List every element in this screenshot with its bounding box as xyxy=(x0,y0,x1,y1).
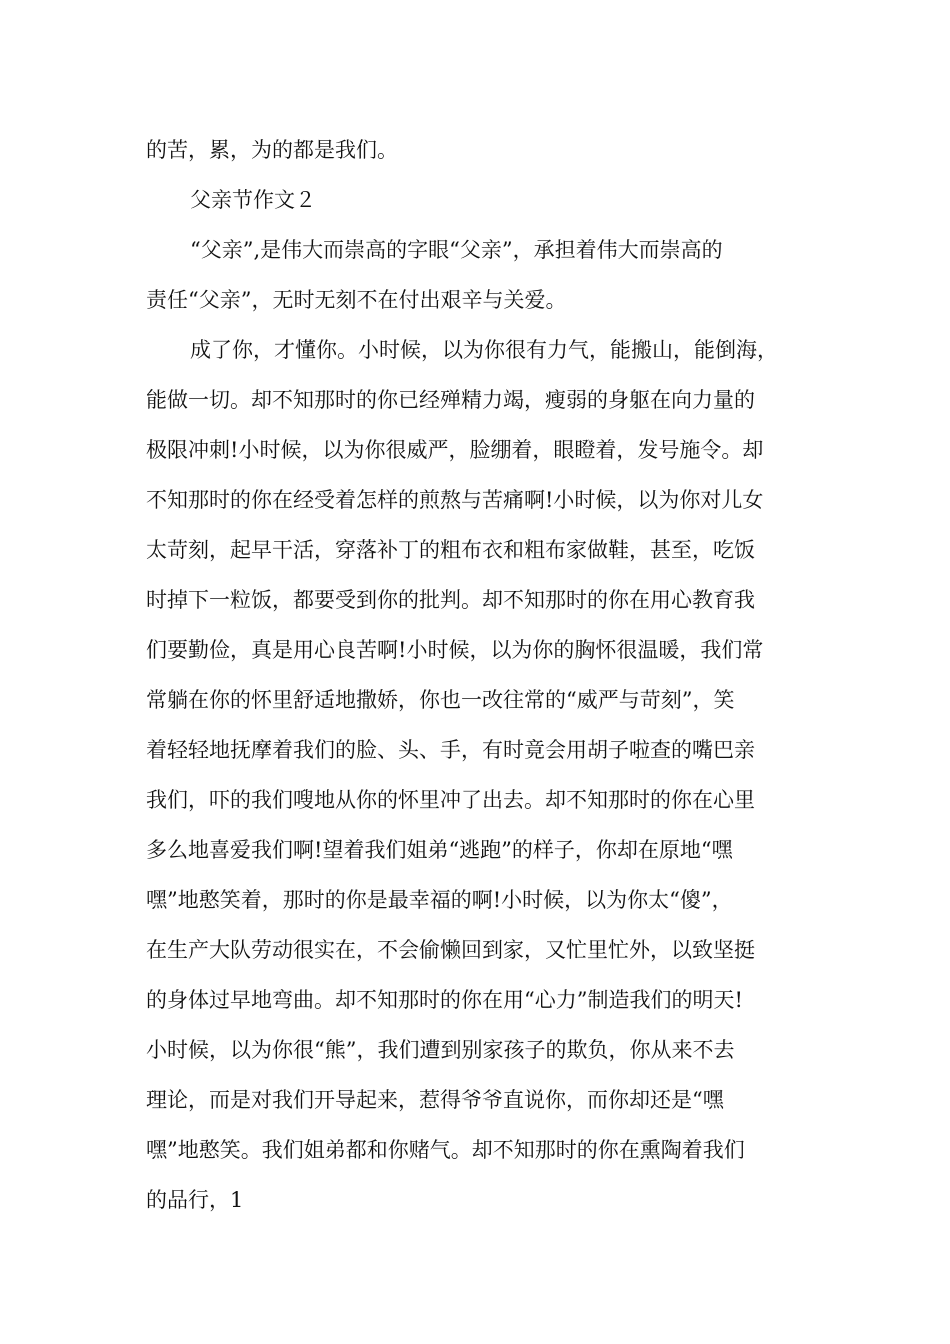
paragraph-line: 成了你，才懂你。小时候，以为你很有力气，能搬山，能倒海， xyxy=(190,338,778,362)
paragraph-line: 小时候，以为你很“熊”，我们遭到别家孩子的欺负，你从来不去 xyxy=(146,1038,735,1062)
paragraph-line: 不知那时的你在经受着怎样的煎熬与苦痛啊!小时候，以为你对儿女 xyxy=(146,488,764,512)
paragraph-line: 责任“父亲”，无时无刻不在付出艰辛与关爱。 xyxy=(146,288,567,312)
paragraph-line: 在生产大队劳动很实在，不会偷懒回到家，又忙里忙外，以致坚挺 xyxy=(146,938,755,962)
paragraph-line: 极限冲刺!小时候，以为你很威严，脸绷着，眼瞪着，发号施令。却 xyxy=(146,438,764,462)
paragraph-line: 能做一切。却不知那时的你已经殚精力竭，瘦弱的身躯在向力量的 xyxy=(146,388,755,412)
paragraph-line: 的品行，1 xyxy=(146,1188,244,1212)
paragraph-line: 嘿”地憨笑着，那时的你是最幸福的啊!小时候，以为你太“傻”， xyxy=(146,888,733,912)
paragraph-line: “父亲”,是伟大而崇高的字眼“父亲”，承担着伟大而崇高的 xyxy=(190,238,723,262)
paragraph-line: 时掉下一粒饭，都要受到你的批判。却不知那时的你在用心教育我 xyxy=(146,588,755,612)
paragraph-line: 理论，而是对我们开导起来，惹得爷爷直说你，而你却还是“嘿 xyxy=(146,1088,724,1112)
paragraph-line: 们要勤俭，真是用心良苦啊!小时候，以为你的胸怀很温暖，我们常 xyxy=(146,638,764,662)
paragraph-line: 太苛刻，起早干活，穿落补丁的粗布衣和粗布家做鞋，甚至，吃饭 xyxy=(146,538,755,562)
paragraph-line: 多么地喜爱我们啊!望着我们姐弟“逃跑”的样子，你却在原地“嘿 xyxy=(146,838,733,862)
paragraph-line: 我们，吓的我们嗖地从你的怀里冲了出去。却不知那时的你在心里 xyxy=(146,788,755,812)
paragraph-line: 常躺在你的怀里舒适地撒娇，你也一改往常的“威严与苛刻”，笑 xyxy=(146,688,735,712)
section-title: 父亲节作文２ xyxy=(190,188,316,212)
paragraph-line: 着轻轻地抚摩着我们的脸、头、手，有时竟会用胡子啦查的嘴巴亲 xyxy=(146,738,755,762)
paragraph-line: 嘿”地憨笑。我们姐弟都和你赌气。却不知那时的你在熏陶着我们 xyxy=(146,1138,745,1162)
paragraph-line: 的身体过早地弯曲。却不知那时的你在用“心力”制造我们的明天! xyxy=(146,988,743,1012)
text-line: 的苦，累，为的都是我们。 xyxy=(146,138,398,162)
